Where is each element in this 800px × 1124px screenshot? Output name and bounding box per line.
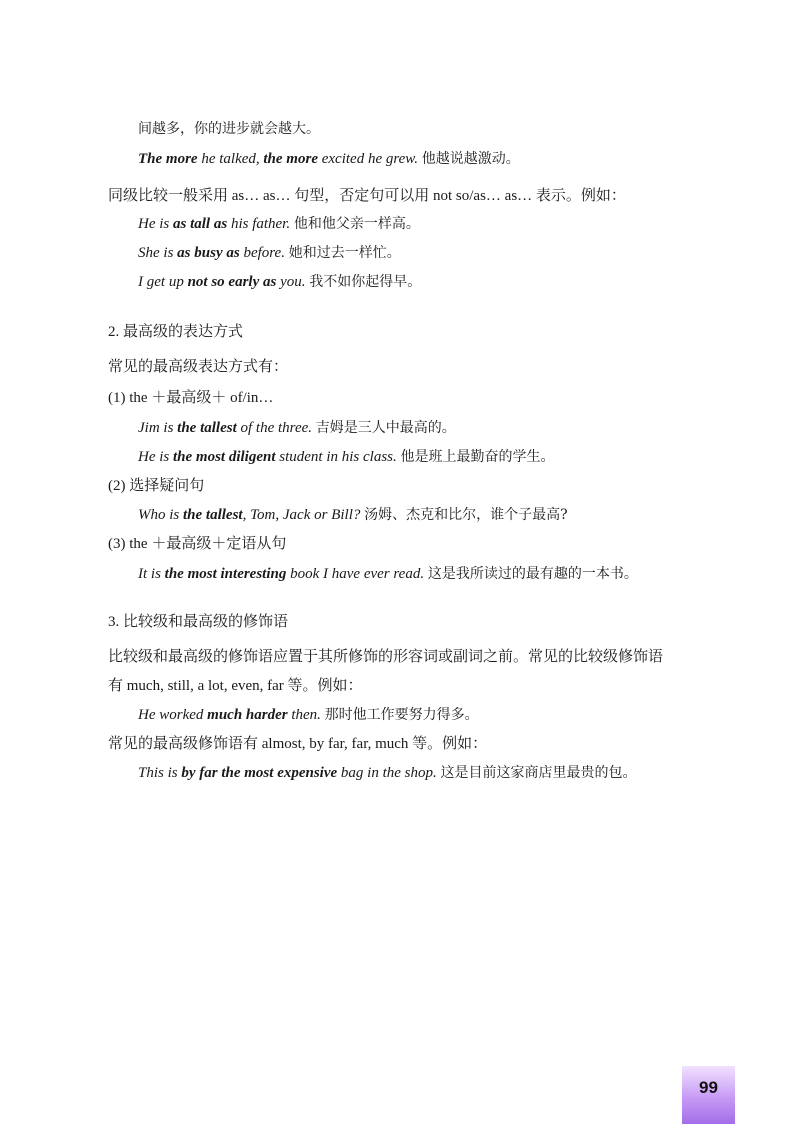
section-heading-superlative: 2. 最高级的表达方式 (108, 324, 244, 340)
emphasis: as busy as (177, 245, 240, 261)
emphasis: much harder (207, 707, 288, 723)
paragraph-superlative-intro: 常见的最高级表达方式有： (108, 359, 289, 375)
page-number-tab (682, 1066, 735, 1124)
example-the-more: The more he talked, the more excited he grew. 他越说越激动。 (138, 151, 520, 167)
example-by-far: This is by far the most expensive bag in the shop. 这是目前这家商店里最贵的包。 (138, 765, 637, 781)
line-continuation: 间越多，你的进步就会越大。 (138, 121, 320, 137)
emphasis: not so early as (187, 274, 277, 290)
paragraph-modifiers-2: 有 much, still, a lot, even, far 等。例如： (108, 678, 363, 694)
example-as-tall-as: He is as tall as his father. 他和他父亲一样高。 (138, 216, 420, 232)
page-number: 99 (699, 1078, 718, 1097)
emphasis: The more (138, 151, 198, 167)
example-not-so-early-as: I get up not so early as you. 我不如你起得早。 (138, 274, 422, 290)
example-the-tallest: Jim is the tallest of the three. 吉姆是三人中最高的。 (138, 420, 456, 436)
example-much-harder: He worked much harder then. 那时他工作要努力得多。 (138, 707, 479, 723)
section-heading-modifiers: 3. 比较级和最高级的修饰语 (108, 614, 289, 630)
emphasis: the most interesting (164, 566, 287, 582)
rule-1: (1) the ＋最高级＋ of/in… (108, 390, 274, 406)
example-as-busy-as: She is as busy as before. 她和过去一样忙。 (138, 245, 401, 261)
rule-2: (2) 选择疑问句 (108, 478, 205, 494)
example-most-diligent: He is the most diligent student in his class. 他是班上最勤奋的学生。 (138, 449, 555, 465)
emphasis: as tall as (173, 216, 228, 232)
emphasis: the tallest (183, 507, 243, 523)
emphasis: the more (263, 151, 318, 167)
paragraph-equal-comparison: 同级比较一般采用 as… as… 句型，否定句可以用 not so/as… as… 表示。例如： (108, 188, 626, 204)
rule-3: (3) the ＋最高级＋定语从句 (108, 536, 287, 552)
paragraph-modifiers-1: 比较级和最高级的修饰语应置于其所修饰的形容词或副词之前。常见的比较级修饰语 (108, 649, 664, 665)
paragraph-superlative-modifiers: 常见的最高级修饰语有 almost, by far, far, much 等。例如： (108, 736, 488, 752)
emphasis: the most diligent (173, 449, 276, 465)
example-most-interesting: It is the most interesting book I have ever read. 这是我所读过的最有趣的一本书。 (138, 566, 638, 582)
emphasis: by far the most expensive (181, 765, 338, 781)
emphasis: the tallest (177, 420, 237, 436)
example-choice-question: Who is the tallest, Tom, Jack or Bill? 汤姆、杰克和比尔，谁个子最高? (138, 507, 568, 523)
